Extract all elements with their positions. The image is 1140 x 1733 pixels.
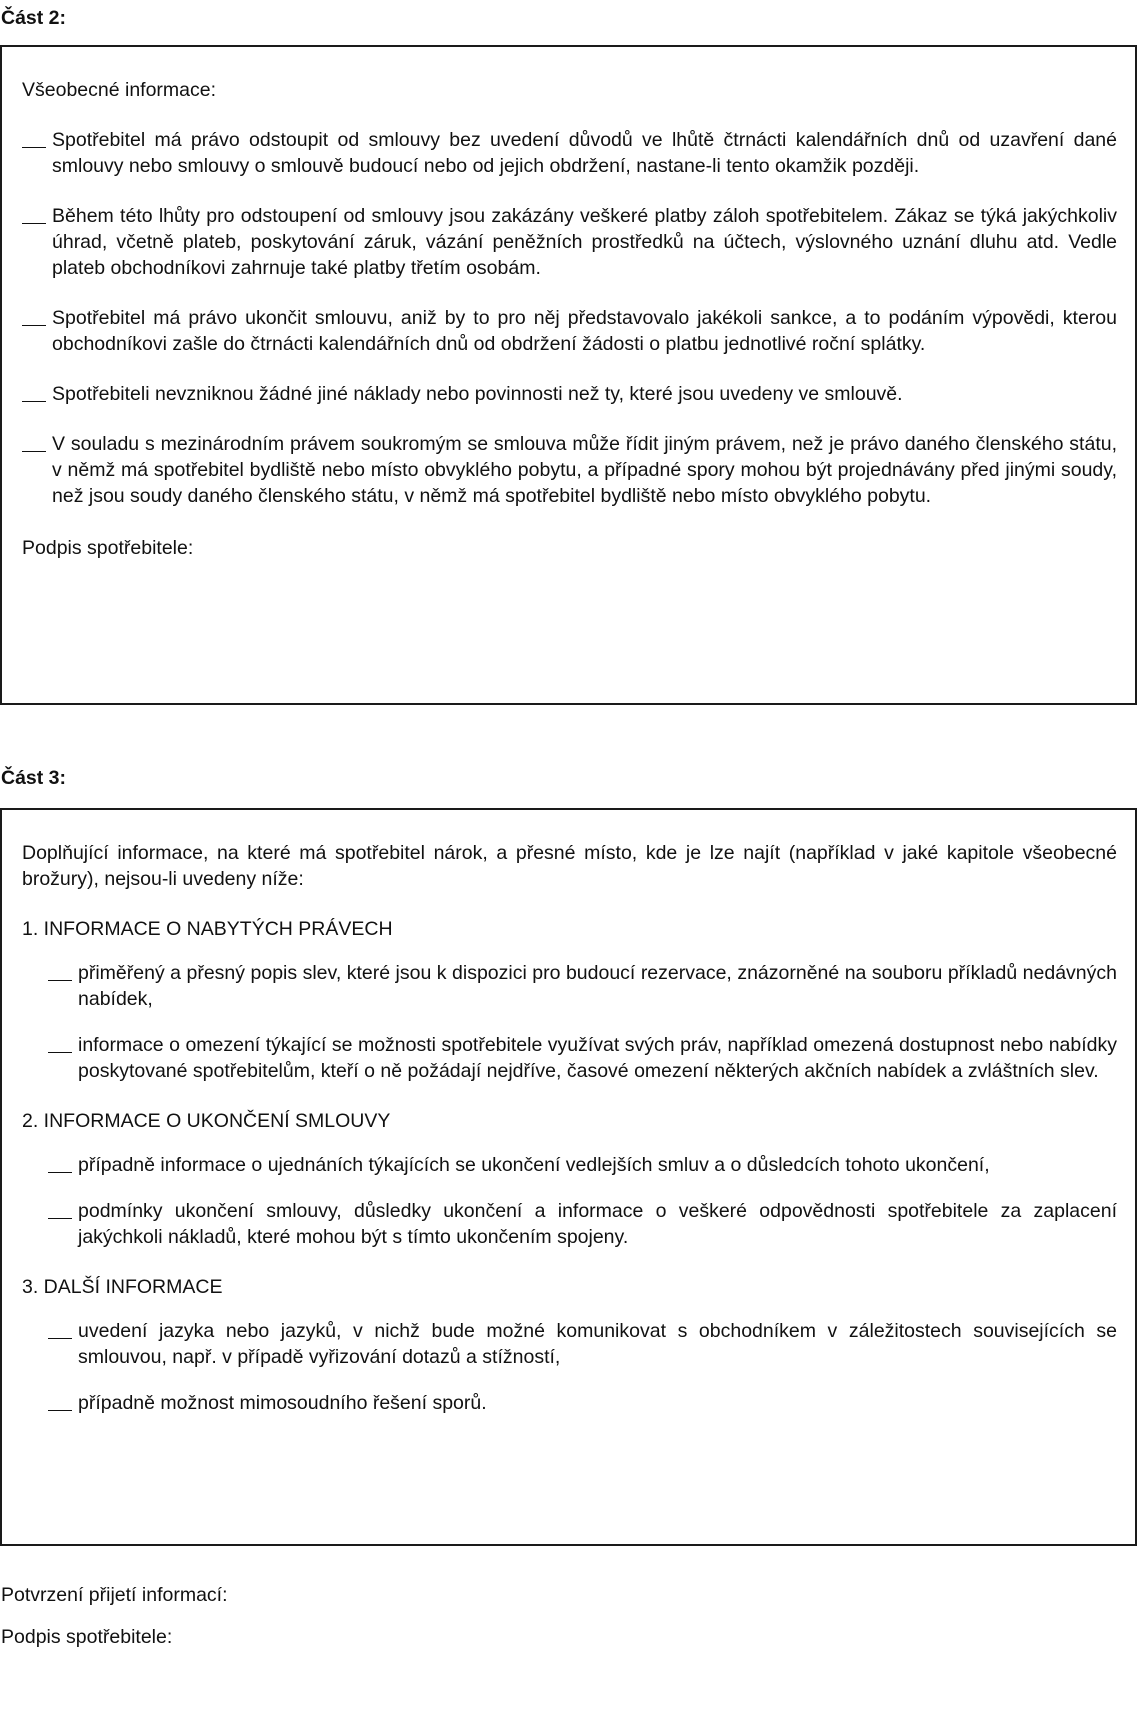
dash-marker [48, 960, 78, 1012]
confirmation-label: Potvrzení přijetí informací: [1, 1584, 228, 1606]
part2-item-5 [22, 431, 1117, 509]
dash-marker [22, 203, 52, 281]
dash-marker [48, 1152, 78, 1178]
part2-item-text: Spotřebitel má právo odstoupit od smlouvy bez uvedení důvodů ve lhůtě čtrnácti kalendářních dnů od uzavření dané smlouvy nebo smlouvy o smlouvě budoucí nebo od jejich obdržení, nastane-li tento okamžik později. [52, 129, 1117, 177]
part3-box [0, 808, 1137, 1546]
list-item-text: přiměřený a přesný popis slev, které jsou k dispozici pro budoucí rezervace, znázorněné na souboru příkladů nedávných nabídek, [78, 962, 1117, 1010]
section-list-rights [22, 960, 1117, 1084]
part2-item-text: Spotřebitel má právo ukončit smlouvu, aniž by to pro něj představovalo jakékoli sankce, a to podáním výpovědi, kterou obchodníkovi zašle do čtrnácti kalendářních dnů od obdržení žádosti o platbu jednotlivé roční splátky. [52, 307, 1117, 355]
part2-item-text: V souladu s mezinárodním právem soukromým se smlouva může řídit jiným právem, než je právo daného členského státu, v němž má spotřebitel bydliště nebo místo obvyklého pobytu, a případné spory mohou být projednávány před jinými soudy, než jsou soudy daného členského státu, v němž má spotřebitel bydliště nebo místo obvyklého pobytu. [52, 433, 1117, 507]
dash-marker [22, 431, 52, 509]
part3-heading: Část 3: [1, 767, 67, 789]
section-title-rights: 1. INFORMACE O NABYTÝCH PRÁVECH [22, 918, 393, 940]
list-item [48, 960, 1117, 1012]
dash-marker [48, 1032, 78, 1084]
dash-marker [22, 127, 52, 179]
final-signature-label: Podpis spotřebitele: [1, 1626, 173, 1648]
part2-intro: Všeobecné informace: [22, 79, 217, 101]
section-list-termination [22, 1152, 1117, 1250]
part2-signature-label: Podpis spotřebitele: [22, 537, 194, 559]
part2-item-text: Spotřebiteli nevzniknou žádné jiné náklady nebo povinnosti než ty, které jsou uvedeny ve smlouvě. [52, 383, 903, 405]
dash-marker [22, 381, 52, 407]
part2-item-text: Během této lhůty pro odstoupení od smlouvy jsou zakázány veškeré platby záloh spotřebitelem. Zákaz se týká jakýchkoliv úhrad, včetně plateb, poskytování záruk, vázání peněžních prostředků na účtech, výslovného uznání dluhu atd. Vedle plateb obchodníkovi zahrnuje také platby třetím osobám. [52, 205, 1117, 279]
section-title-termination: 2. INFORMACE O UKONČENÍ SMLOUVY [22, 1110, 391, 1132]
dash-marker [22, 305, 52, 357]
list-item [48, 1390, 1117, 1416]
list-item [48, 1152, 1117, 1178]
list-item-text: informace o omezení týkající se možnosti spotřebitele využívat svých práv, například omezená dostupnost nebo nabídky poskytované spotřebitelům, kteří o ně požádají nejdříve, časové omezení některých akčních nabídek a zvláštních slev. [78, 1034, 1117, 1082]
part2-heading: Část 2: [1, 7, 67, 29]
section-title-other: 3. DALŠÍ INFORMACE [22, 1276, 223, 1298]
list-item-text: podmínky ukončení smlouvy, důsledky ukončení a informace o veškeré odpovědnosti spotřebitele za zaplacení jakýchkoli nákladů, které mohou být s tímto ukončením spojeny. [78, 1200, 1117, 1248]
dash-marker [48, 1318, 78, 1370]
list-item-text: uvedení jazyka nebo jazyků, v nichž bude možné komunikovat s obchodníkem v záležitostech souvisejících se smlouvou, např. v případě vyřizování dotazů a stížností, [78, 1320, 1117, 1368]
list-item-text: případně informace o ujednáních týkajících se ukončení vedlejších smluv a o důsledcích tohoto ukončení, [78, 1154, 990, 1176]
list-item-text: případně možnost mimosoudního řešení sporů. [78, 1392, 487, 1414]
list-item [48, 1198, 1117, 1250]
dash-marker [48, 1198, 78, 1250]
part2-item-2 [22, 203, 1117, 281]
list-item [48, 1032, 1117, 1084]
section-list-other [22, 1318, 1117, 1416]
part2-item-1 [22, 127, 1117, 179]
part2-box [0, 45, 1137, 705]
list-item [48, 1318, 1117, 1370]
part2-item-3 [22, 305, 1117, 357]
part2-item-4 [22, 381, 1117, 407]
part3-intro: Doplňující informace, na které má spotřebitel nárok, a přesné místo, kde je lze najít (například v jaké kapitole všeobecné brožury), nejsou-li uvedeny níže: [22, 842, 1117, 890]
dash-marker [48, 1390, 78, 1416]
